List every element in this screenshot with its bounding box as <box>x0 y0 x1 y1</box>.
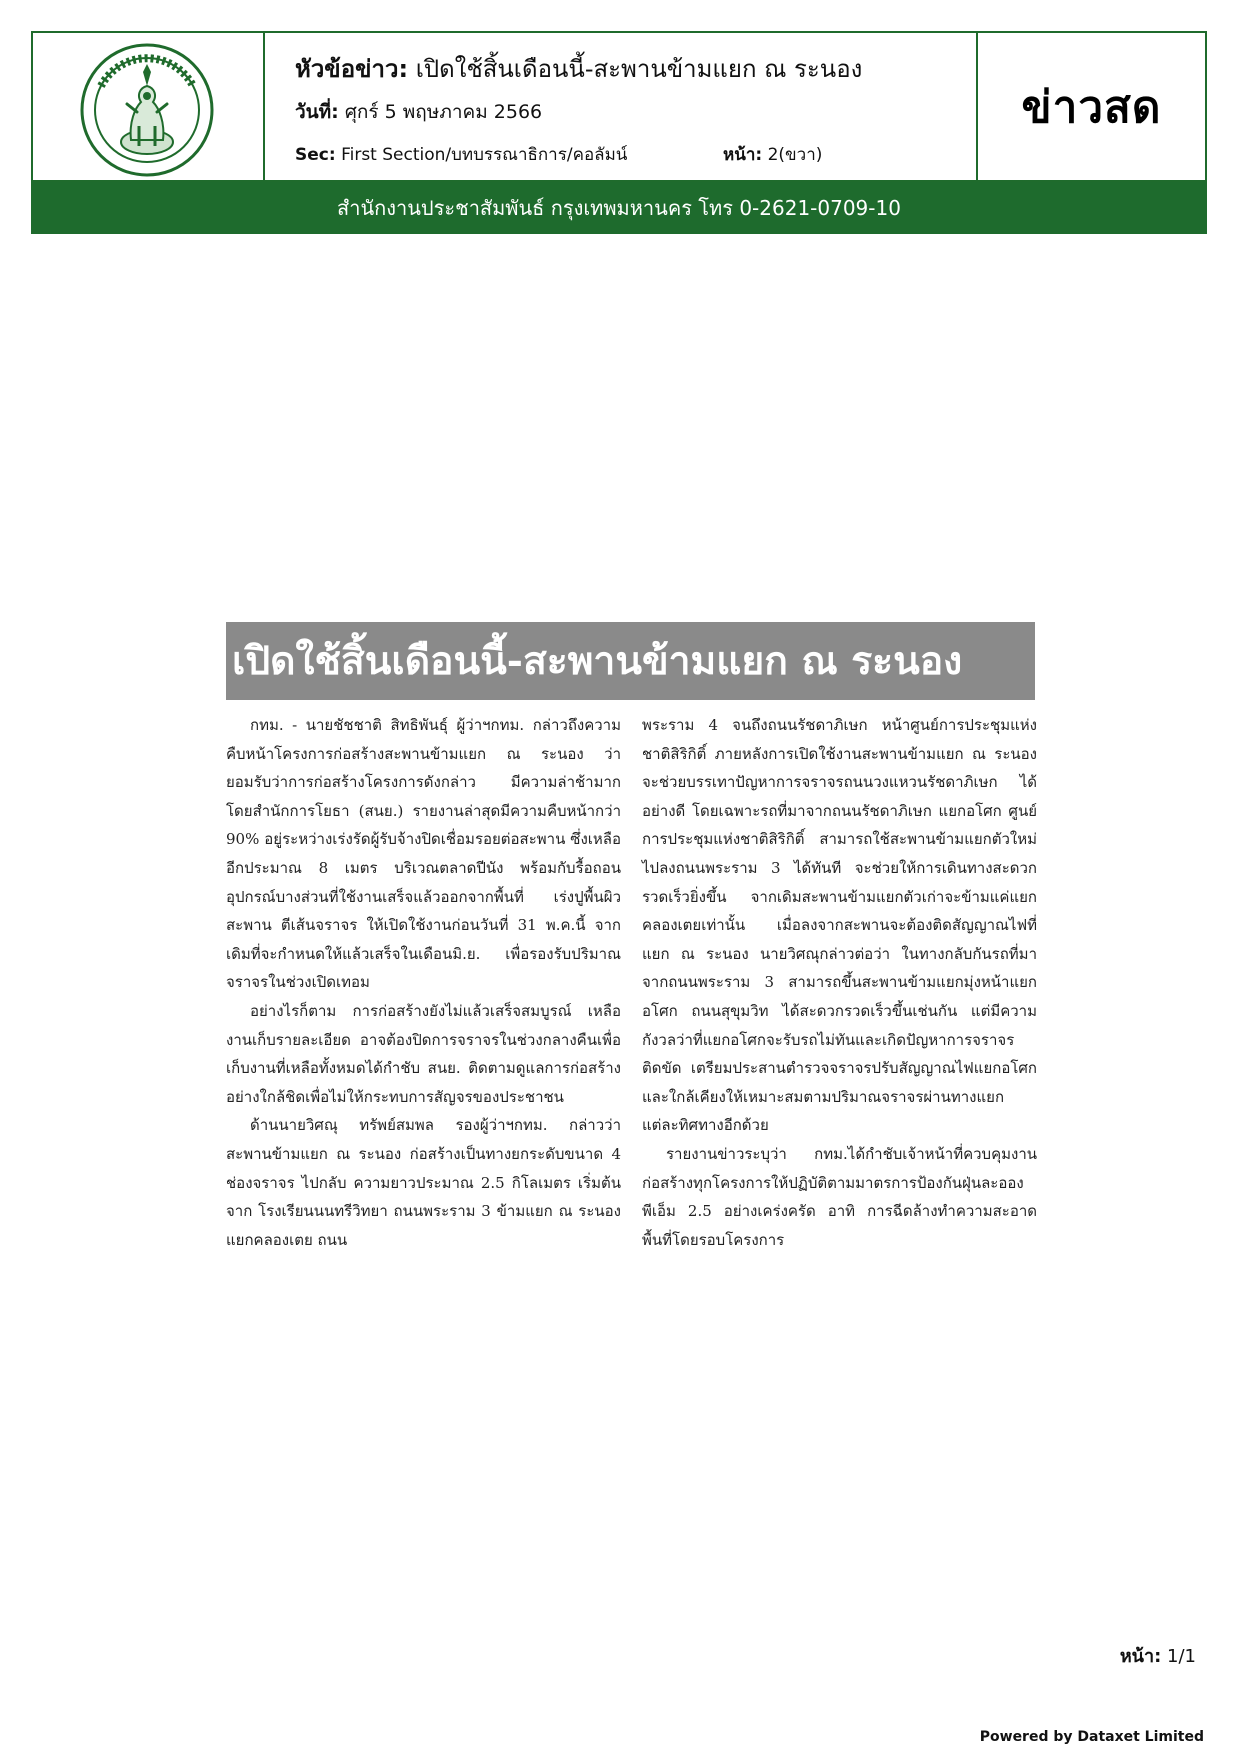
headline-row <box>295 49 862 88</box>
article-column-left <box>226 711 621 1254</box>
logo-cell <box>33 33 265 180</box>
headline-value: เปิดใช้สิ้นเดือนนี้-สะพานข้ามแยก ณ ระนอง <box>415 55 863 83</box>
meta-cell <box>265 33 978 180</box>
powered-by: Powered by Dataxet Limited <box>979 1729 1204 1745</box>
paragraph: กทม. - นายชัชชาติ สิทธิพันธุ์ ผู้ว่าฯกทม. กล่าวถึงความคืบหน้าโครงการก่อสร้างสะพานข้ามแยก ณ ระนอง ว่า ยอมรับว่าการก่อสร้างโครงการดังกล่าว มีความล่าช้ามาก โดยสำนักการโยธา (สนย.) รายงานล่าสุดมีความคืบหน้ากว่า 90% อยู่ระหว่างเร่งรัดผู้รับจ้างปิดเชื่อมรอยต่อสะพาน ซึ่งเหลืออีกประมาณ 8 เมตร บริเวณตลาดปีนัง พร้อมกับรื้อถอนอุปกรณ์บางส่วนที่ใช้งานเสร็จแล้วออกจากพื้นที่ เร่งปูพื้นผิวสะพาน ตีเส้นจราจร ให้เปิดใช้งานก่อนวันที่ 31 พ.ค.นี้ จากเดิมที่จะกำหนดให้แล้วเสร็จในเดือนมิ.ย. เพื่อรองรับปริมาณจราจรในช่วงเปิดเทอม <box>226 716 621 992</box>
paragraph: รายงานข่าวระบุว่า กทม.ได้กำชับเจ้าหน้าที่ควบคุมงานก่อสร้างทุกโครงการให้ปฏิบัติตามมาตรการป้องกันฝุ่นละออง พีเอ็ม 2.5 อย่างเคร่งครัด อาทิ การฉีดล้างทำความสะอาดพื้นที่โดยรอบโครงการ <box>642 1144 1037 1249</box>
publication-brand: ข่าวสด <box>1021 81 1162 133</box>
clipping-header <box>31 31 1207 182</box>
date-row <box>295 97 542 127</box>
page-counter <box>1120 1641 1196 1670</box>
article-title: เปิดใช้สิ้นเดือนนี้-สะพานข้ามแยก ณ ระนอง <box>226 622 1035 700</box>
page-value: 2(ขวา) <box>767 145 823 165</box>
paragraph: อย่างไรก็ตาม การก่อสร้างยังไม่แล้วเสร็จสมบูรณ์ เหลืองานเก็บรายละเอียด อาจต้องปิดการจราจรในช่วงกลางคืนเพื่อเก็บงานที่เหลือทั้งหมดได้กำชับ สนย. ติดตามดูแลการก่อสร้างอย่างใกล้ชิดเพื่อไม่ให้กระทบการสัญจรของประชาชน <box>226 1001 621 1106</box>
article-column-right <box>642 711 1037 1254</box>
paragraph: ด้านนายวิศณุ ทรัพย์สมพล รองผู้ว่าฯกทม. กล่าวว่า สะพานข้ามแยก ณ ระนอง ก่อสร้างเป็นทางยกระดับขนาด 4 ช่องจราจร ไปกลับ ความยาวประมาณ 2.5 กิโลเมตร เริ่มต้นจาก โรงเรียนนนทรีวิทยา ถนนพระราม 3 ข้ามแยก ณ ระนอง แยกคลองเตย ถนน <box>226 1116 621 1249</box>
office-band: สำนักงานประชาสัมพันธ์ กรุงเทพมหานคร โทร 0-2621-0709-10 <box>31 182 1207 234</box>
page-field <box>723 141 822 168</box>
paragraph: พระราม 4 จนถึงถนนรัชดาภิเษก หน้าศูนย์การประชุมแห่งชาติสิริกิติ์ ภายหลังการเปิดใช้งานสะพานข้ามแยก ณ ระนอง จะช่วยบรรเทาปัญหาการจราจรถนนวงแหวนรัชดาภิเษก ได้อย่างดี โดยเฉพาะรถที่มาจากถนนรัชดาภิเษก แยกอโศก ศูนย์การประชุมแห่งชาติสิริกิติ์ สามารถใช้สะพานข้ามแยกตัวใหม่ไปลงถนนพระราม 3 ได้ทันที จะช่วยให้การเดินทางสะดวกรวดเร็วยิ่งขึ้น จากเดิมสะพานข้ามแยกตัวเก่าจะข้ามแค่แยกคลองเตยเท่านั้น เมื่อลงจากสะพานจะต้องติดสัญญาณไฟที่ แยก ณ ระนอง นายวิศณุกล่าวต่อว่า ในทางกลับกันรถที่มาจากถนนพระราม 3 สามารถขึ้นสะพานข้ามแยกมุ่งหน้าแยกอโศก ถนนสุขุมวิท ได้สะดวกรวดเร็วขึ้นเช่นกัน แต่มีความกังวลว่าที่แยกอโศกจะรับรถไม่ทันและเกิดปัญหาการจราจรติดขัด เตรียมประสานตำรวจจราจรปรับสัญญาณไฟแยกอโศกและใกล้เคียงให้เหมาะสมตามปริมาณจราจรผ่านทางแยกแต่ละทิศทางอีกด้วย <box>642 716 1037 1135</box>
bangkok-seal-logo <box>79 42 215 178</box>
page-counter-value: 1/1 <box>1167 1646 1196 1667</box>
brand-cell <box>978 33 1205 180</box>
page-counter-label: หน้า: <box>1119 1646 1162 1667</box>
page-label: หน้า: <box>723 145 763 165</box>
section-row <box>295 141 823 168</box>
headline-label: หัวข้อข่าว: <box>295 55 409 83</box>
section-value: First Section/บทบรรณาธิการ/คอลัมน์ <box>341 145 628 165</box>
date-label: วันที่: <box>295 101 339 123</box>
date-value: ศุกร์ 5 พฤษภาคม 2566 <box>344 101 543 123</box>
section-label: Sec: <box>295 145 336 165</box>
